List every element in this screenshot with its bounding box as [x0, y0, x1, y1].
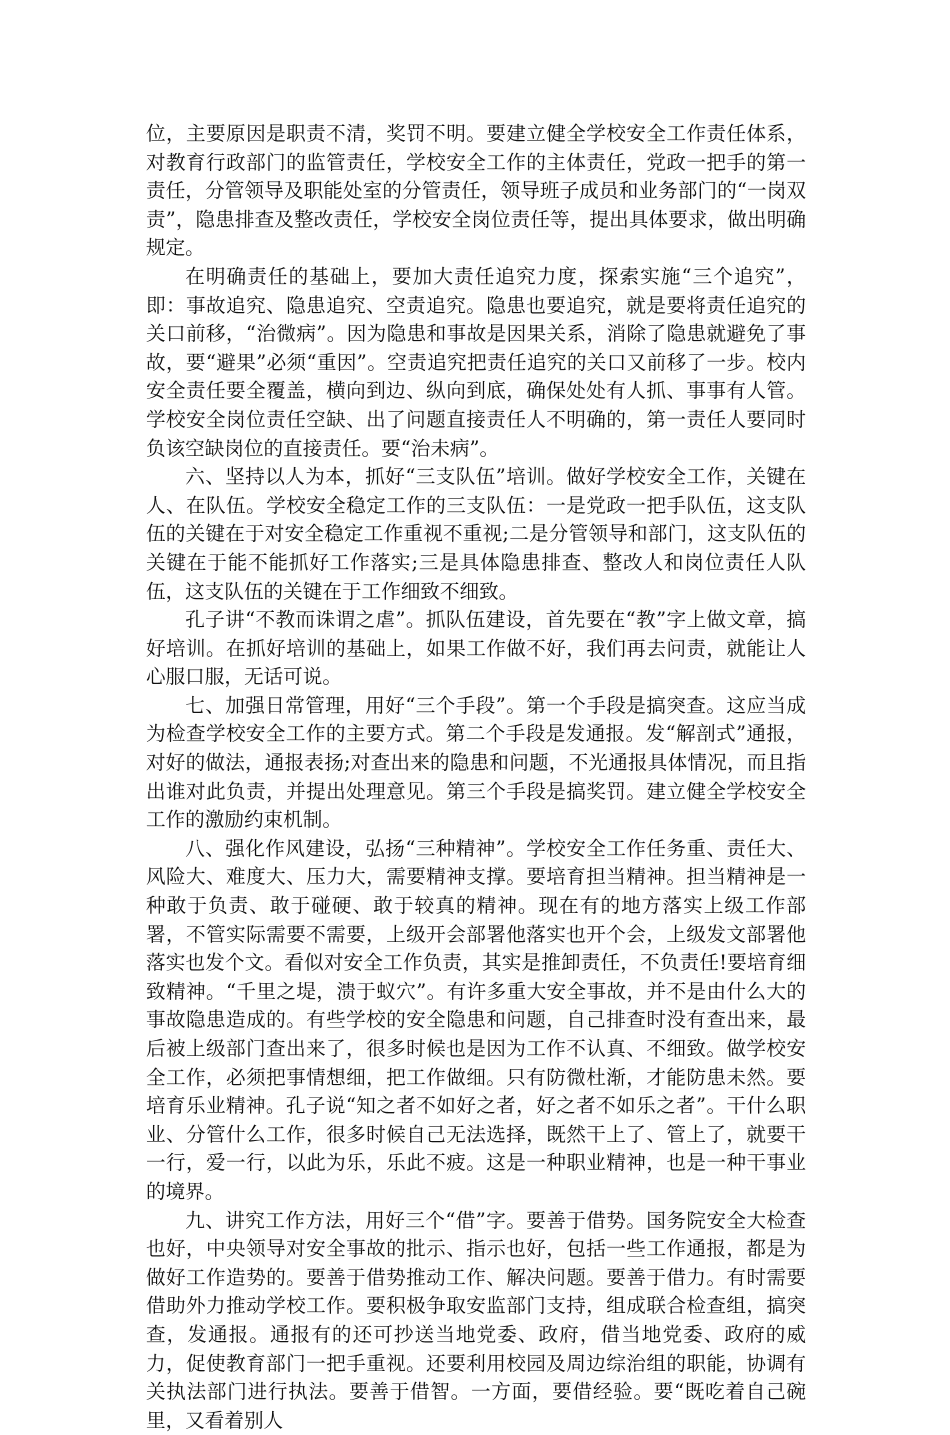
paragraph-continuation: 位，主要原因是职责不清，奖罚不明。要建立健全学校安全工作责任体系，对教育行政部门的监管责任，学校安全工作的主体责任，党政一把手的第一责任，分管领导及职能处室的分管责任，领导班子成员和业务部门的“一岗双责”，隐患排查及整改责任，学校安全岗位责任等，提出具体要求，做出明确规定。	[146, 122, 806, 260]
paragraph-section-nine: 九、讲究工作方法，用好三个“借”字。要善于借势。国务院安全大检查也好，中央领导对安全事故的批示、指示也好，包括一些工作通报，都是为做好工作造势的。要善于借势推动工作、解决问题。要善于借力。有时需要借助外力推动学校工作。要积极争取安监部门支持，组成联合检查组，搞突查，发通报。通报有的还可抄送当地党委、政府，借当地党委、政府的威力，促使教育部门一把手重视。还要利用校园及周边综治组的职能，协调有关执法部门进行执法。要善于借智。一方面，要借经验。要“既吃着自己碗里，又看着别人	[146, 1208, 806, 1432]
paragraph-confucius-training: 孔子讲“不教而诛谓之虐”。抓队伍建设，首先要在“教”字上做文章，搞好培训。在抓好培训的基础上，如果工作做不好，我们再去问责，就能让人心服口服，无话可说。	[146, 608, 806, 689]
paragraph-responsibility-accountability: 在明确责任的基础上，要加大责任追究力度，探索实施“三个追究”，即：事故追究、隐患追究、空责追究。隐患也要追究，就是要将责任追究的关口前移，“治微病”。因为隐患和事故是因果关系，消除了隐患就避免了事故，要“避果”必须“重因”。空责追究把责任追究的关口又前移了一步。校内安全责任要全覆盖，横向到边、纵向到底，确保处处有人抓、事事有人管。学校安全岗位责任空缺、出了问题直接责任人不明确的，第一责任人要同时负该空缺岗位的直接责任。要“治未病”。	[146, 264, 806, 460]
document-body	[146, 120, 806, 1435]
paragraph-section-eight: 八、强化作风建设，弘扬“三种精神”。学校安全工作任务重、责任大、风险大、难度大、压力大，需要精神支撑。要培育担当精神。担当精神是一种敢于负责、敢于碰硬、敢于较真的精神。现在有的地方落实上级工作部署，不管实际需要不需要，上级开会部署他落实也开个会，上级发文部署他落实也发个文。看似对安全工作负责，其实是推卸责任，不负责任!要培育细致精神。“千里之堤，溃于蚁穴”。有许多重大安全事故，并不是由什么大的事故隐患造成的。有些学校的安全隐患和问题，自己排查时没有查出来，最后被上级部门查出来了，很多时候也是因为工作不认真、不细致。做学校安全工作，必须把事情想细，把工作做细。只有防微杜渐，才能防患未然。要培育乐业精神。孔子说“知之者不如好之者，好之者不如乐之者”。干什么职业、分管什么工作，很多时候自己无法选择，既然干上了、管上了，就要干一行，爱一行，以此为乐，乐此不疲。这是一种职业精神，也是一种干事业的境界。	[146, 836, 806, 1203]
paragraph-section-six: 六、坚持以人为本，抓好“三支队伍”培训。做好学校安全工作，关键在人、在队伍。学校安全稳定工作的三支队伍：一是党政一把手队伍，这支队伍的关键在于对安全稳定工作重视不重视;二是分管领导和部门，这支队伍的关键在于能不能抓好工作落实;三是具体隐患排查、整改人和岗位责任人队伍，这支队伍的关键在于工作细致不细致。	[146, 465, 806, 603]
paragraph-section-seven: 七、加强日常管理，用好“三个手段”。第一个手段是搞突查。这应当成为检查学校安全工作的主要方式。第二个手段是发通报。发“解剖式”通报，对好的做法，通报表扬;对查出来的隐患和问题，不光通报具体情况，而且指出谁对此负责，并提出处理意见。第三个手段是搞奖罚。建立健全学校安全工作的激励约束机制。	[146, 693, 806, 832]
